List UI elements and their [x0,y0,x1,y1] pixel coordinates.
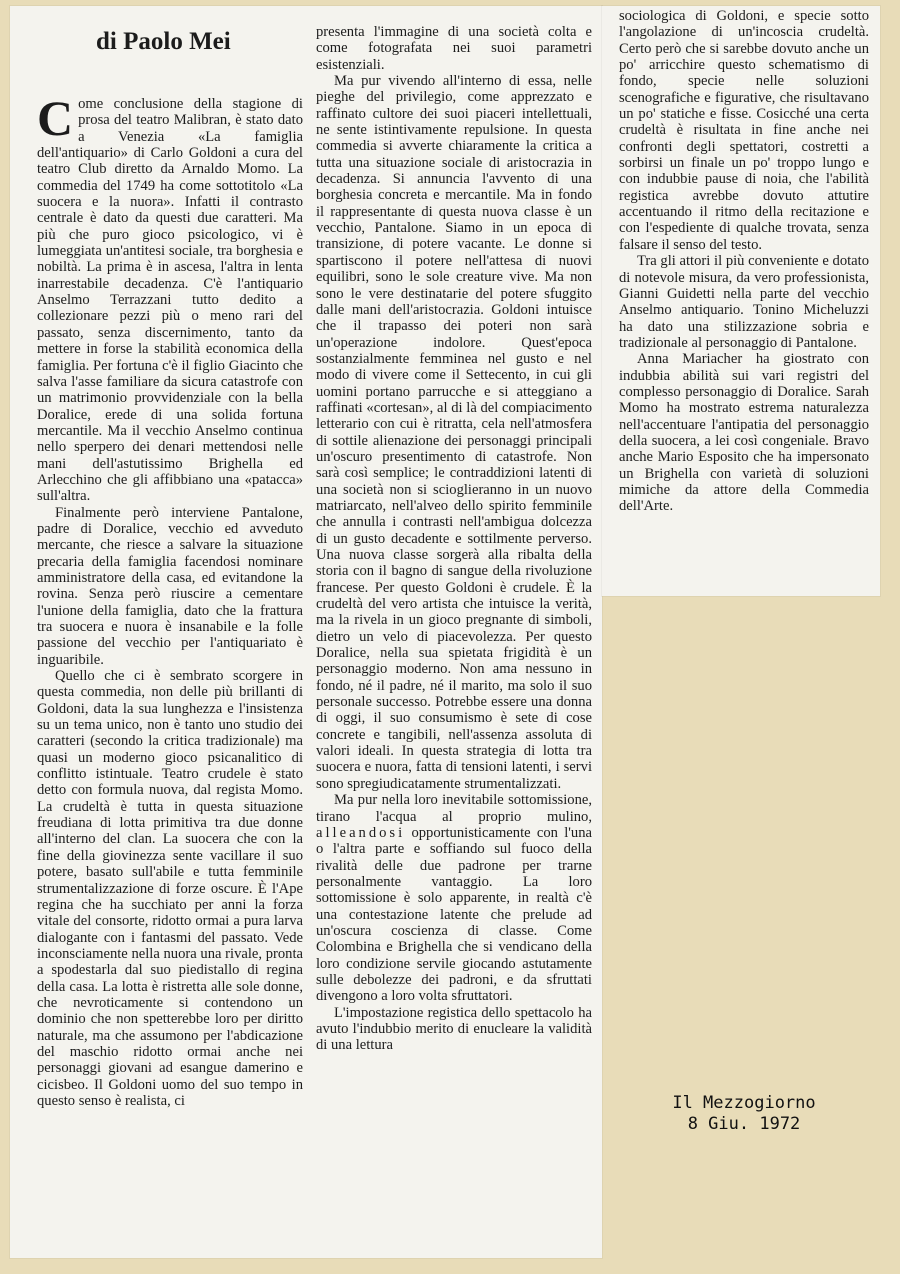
paragraph: Tra gli attori il più conveniente e dotato di notevole misura, da vero professionista, Gianni Guidetti nella parte del vecchio Anselmo antiquario. Tonino Micheluzzi ha dato una stilizzazione sobria e tradizionale al personaggio di Pantalone. [619,253,869,351]
paragraph-text: opportunisticamente con l'una o l'altra parte e soffiando sul fuoco della rivalità delle due padrone per trarne personalmente vantaggio. La loro sottomissione è solo apparente, in realtà c'è una contestazione latente che prelude ad un'oscura coscienza di classe. Come Colombina e Brighella che si vendicano della loro condizione servile giocando astutamente sulle debolezze dei padroni, e da sfruttati divengono a loro volta sfruttatori. [316,824,592,1005]
paragraph [316,792,592,1004]
paragraph: Finalmente però interviene Pantalone, padre di Doralice, vecchio ed avveduto mercante, che riesce a salvare la situazione precaria della famiglia facendosi nominare amministratore della casa, ed evitandone la rovina. Senza però riuscire a cementare l'unione della famiglia, dato che la frattura tra suocera e nuora è insanabile e la folle passione del vecchio per l'antiquariato è inguaribile. [37,504,303,668]
drop-cap: C [37,90,74,146]
publication-date: 8 Giu. 1972 [687,1114,801,1134]
source-caption [624,1093,864,1135]
article-column-2 [316,24,592,1054]
newspaper-clipping-main [10,6,602,1258]
paragraph-text: ome conclusione della stagione di prosa del teatro Malibran, è stato dato a Venezia «La famiglia dell'antiquario» di Carlo Goldoni a cura del teatro Club diretto da Arnaldo Momo. La commedia del 1749 ha come sottotitolo «La suocera e la nuora». Infatti il contrasto centrale è dato da questi due caratteri. Ma più che puro gioco psicologico, vi è lumeggiata un'antitesi sociale, tra borghesia e nobiltà. La prima è in ascesa, l'altra in lenta inarrestabile decadenza. C'è l'antiquario Anselmo Terrazzani tutto dedito a collezionare pezzi più o meno rari del passato, senza discernimento, tanto da mettere in forse la stabilità economica della famiglia. Per fortuna c'è il figlio Giacinto che salva l'asse familiare da sicura catastrofe con un matrimonio provvidenziale con la bella Doralice, erede di una solida fortuna mercantile. Ma il vecchio Anselmo continua nello sperpero dei denari mettendosi nelle mani dell'astutissimo Brighella ed Arlecchino che gli affibbiano una «patacca» sull'altra. [37,96,303,505]
spaced-word: alleandosi [316,824,406,841]
paragraph: presenta l'immagine di una società colta e come fotografata nei suoi parametri esistenziali. [316,24,592,73]
paragraph: Ma pur vivendo all'interno di essa, nelle pieghe del privilegio, come apprezzato e raffinato cultore dei suoi piaceri intellettuali, ne sente istintivamente repulsione. In questa commedia si avverte chiaramente la critica a tutta una situazione sociale di aristocrazia in decadenza. Si annuncia l'avvento di una borghesia concreta e mercantile. Ma in fondo il rappresentante di questa nuova classe è un vecchio, Pantalone. Siamo in un epoca di transizione, di potere vacante. Le donne si spartiscono il potere nell'attesa di nuovi equilibri, sono le sole creature vive. Ma non sono le vere destinatarie del potere sfuggito dalle mani dell'aristocrazia. Goldoni intuisce che il trapasso dei poteri non sarà un'operazione indolore. Quest'epoca sostanzialmente femminea nel gusto e nel modo di vivere come il Settecento, in cui gli uomini portano parrucche e si atteggiano a raffinati «cortesan», al di là del compiacimento letterario con cui è ritratta, cela nell'atmosfera di sottile alienazione dei personaggi principali un'oscuro presentimento di catastrofe. Non sarà così semplice; le contraddizioni latenti di una società non si scioglieranno in un nuovo matriarcato, nell'alveo dello spirito femminile che annulla i contrasti nell'ambigua dolcezza di un gusto decadente e sottilmente perverso. Una nuova classe sorgerà alla ribalta della storia con il bagno di sangue della rivoluzione francese. Per questo Goldoni è crudele. È la crudeltà del vero artista che intuisce la verità, ma la rivela in un gioco pregnante di simboli, dietro un velo di piacevolezza. Per questo Doralice, nella sua spietata frigidità è un personaggio moderno. Non ama nessuno in fondo, né il padre, né il marito, ma solo il suo personale successo. Potrebbe essere una donna di oggi, il suo consumismo è sete di cose concrete e tangibili, nell'assenza assoluta di valori ideali. In questa strategia di lotta tra suocera e nuora, fatta di tensioni latenti, i servi sono spregiudicatamente strumentalizzati. [316,73,592,792]
paragraph: Quello che ci è sembrato scorgere in questa commedia, non delle più brillanti di Goldoni, data la sua lunghezza e l'insistenza su un tema unico, non è tanto uno studio dei caratteri (secondo la critica tradizionale) ma quasi un moderno gioco psicanalitico di conflitto istintuale. Teatro crudele è stato detto con formula nuova, dal regista Momo. La crudeltà è tutta in questa situazione freudiana di lotta primitiva tra due donne all'interno del clan. La suocera che con la fine della giovinezza sente vacillare il suo potere, basato sull'abile e tutta femminile strumentalizzazione di forze oscure. È l'Ape regina che ha succhiato per anni la forza vitale del consorte, ridotto ormai a pura larva dialogante con i fantasmi del passato. Vede inconsciamente nella nuora una rivale, pronta a spodestarla dal suo piedistallo di regina della casa. La lotta è ristretta alle sole donne, che nevroticamente si contendono un dominio che non spetterebbe loro per diritto naturale, ma che assumono per l'abdicazione del maschio ridotto ormai anche nei personaggi giovani ad esangue damerino e cicisbeo. Il Goldoni uomo del suo tempo in questo senso è realista, ci [37,668,303,1109]
newspaper-name: Il Mezzogiorno [672,1093,816,1113]
newspaper-clipping-right [602,6,880,596]
paragraph: Anna Mariacher ha giostrato con indubbia abilità sui vari registri del complesso personaggio di Doralice. Sarah Momo ha mostrato estrema naturalezza nell'accentuare l'antipatia del personaggio della suocera, a lei così congeniale. Bravo anche Mario Esposito che ha impersonato un Brighella con varietà di soluzioni mimiche da attore della Commedia dell'Arte. [619,351,869,515]
paragraph [37,90,303,505]
article-column-1 [37,90,303,1109]
paragraph-text: Ma pur nella loro inevitabile sottomissione, tirano l'acqua al proprio mulino, [316,792,592,825]
paragraph: sociologica di Goldoni, e specie sotto l'angolazione di un'incoscia crudeltà. Certo però che si sarebbe dovuto anche un po' arricchire questo schematismo di fondo, specie nelle soluzioni scenografiche e figurative, che risultavano un po' statiche e fisse. Cosicché una certa crudeltà è risultata in fine anche nei confronti degli spettatori, costretti a sorbirsi un finale un po' troppo lungo e con indubbie pause di noia, che l'abilità registica avrebbe dovuto attutire accentuando il ritmo della recitazione e con l'espediente di qualche trovata, senza falsare il senso del testo. [619,8,869,253]
paragraph: L'impostazione registica dello spettacolo ha avuto l'indubbio merito di enucleare la validità di una lettura [316,1004,592,1054]
article-column-3 [619,8,869,515]
article-byline: di Paolo Mei [96,28,231,55]
